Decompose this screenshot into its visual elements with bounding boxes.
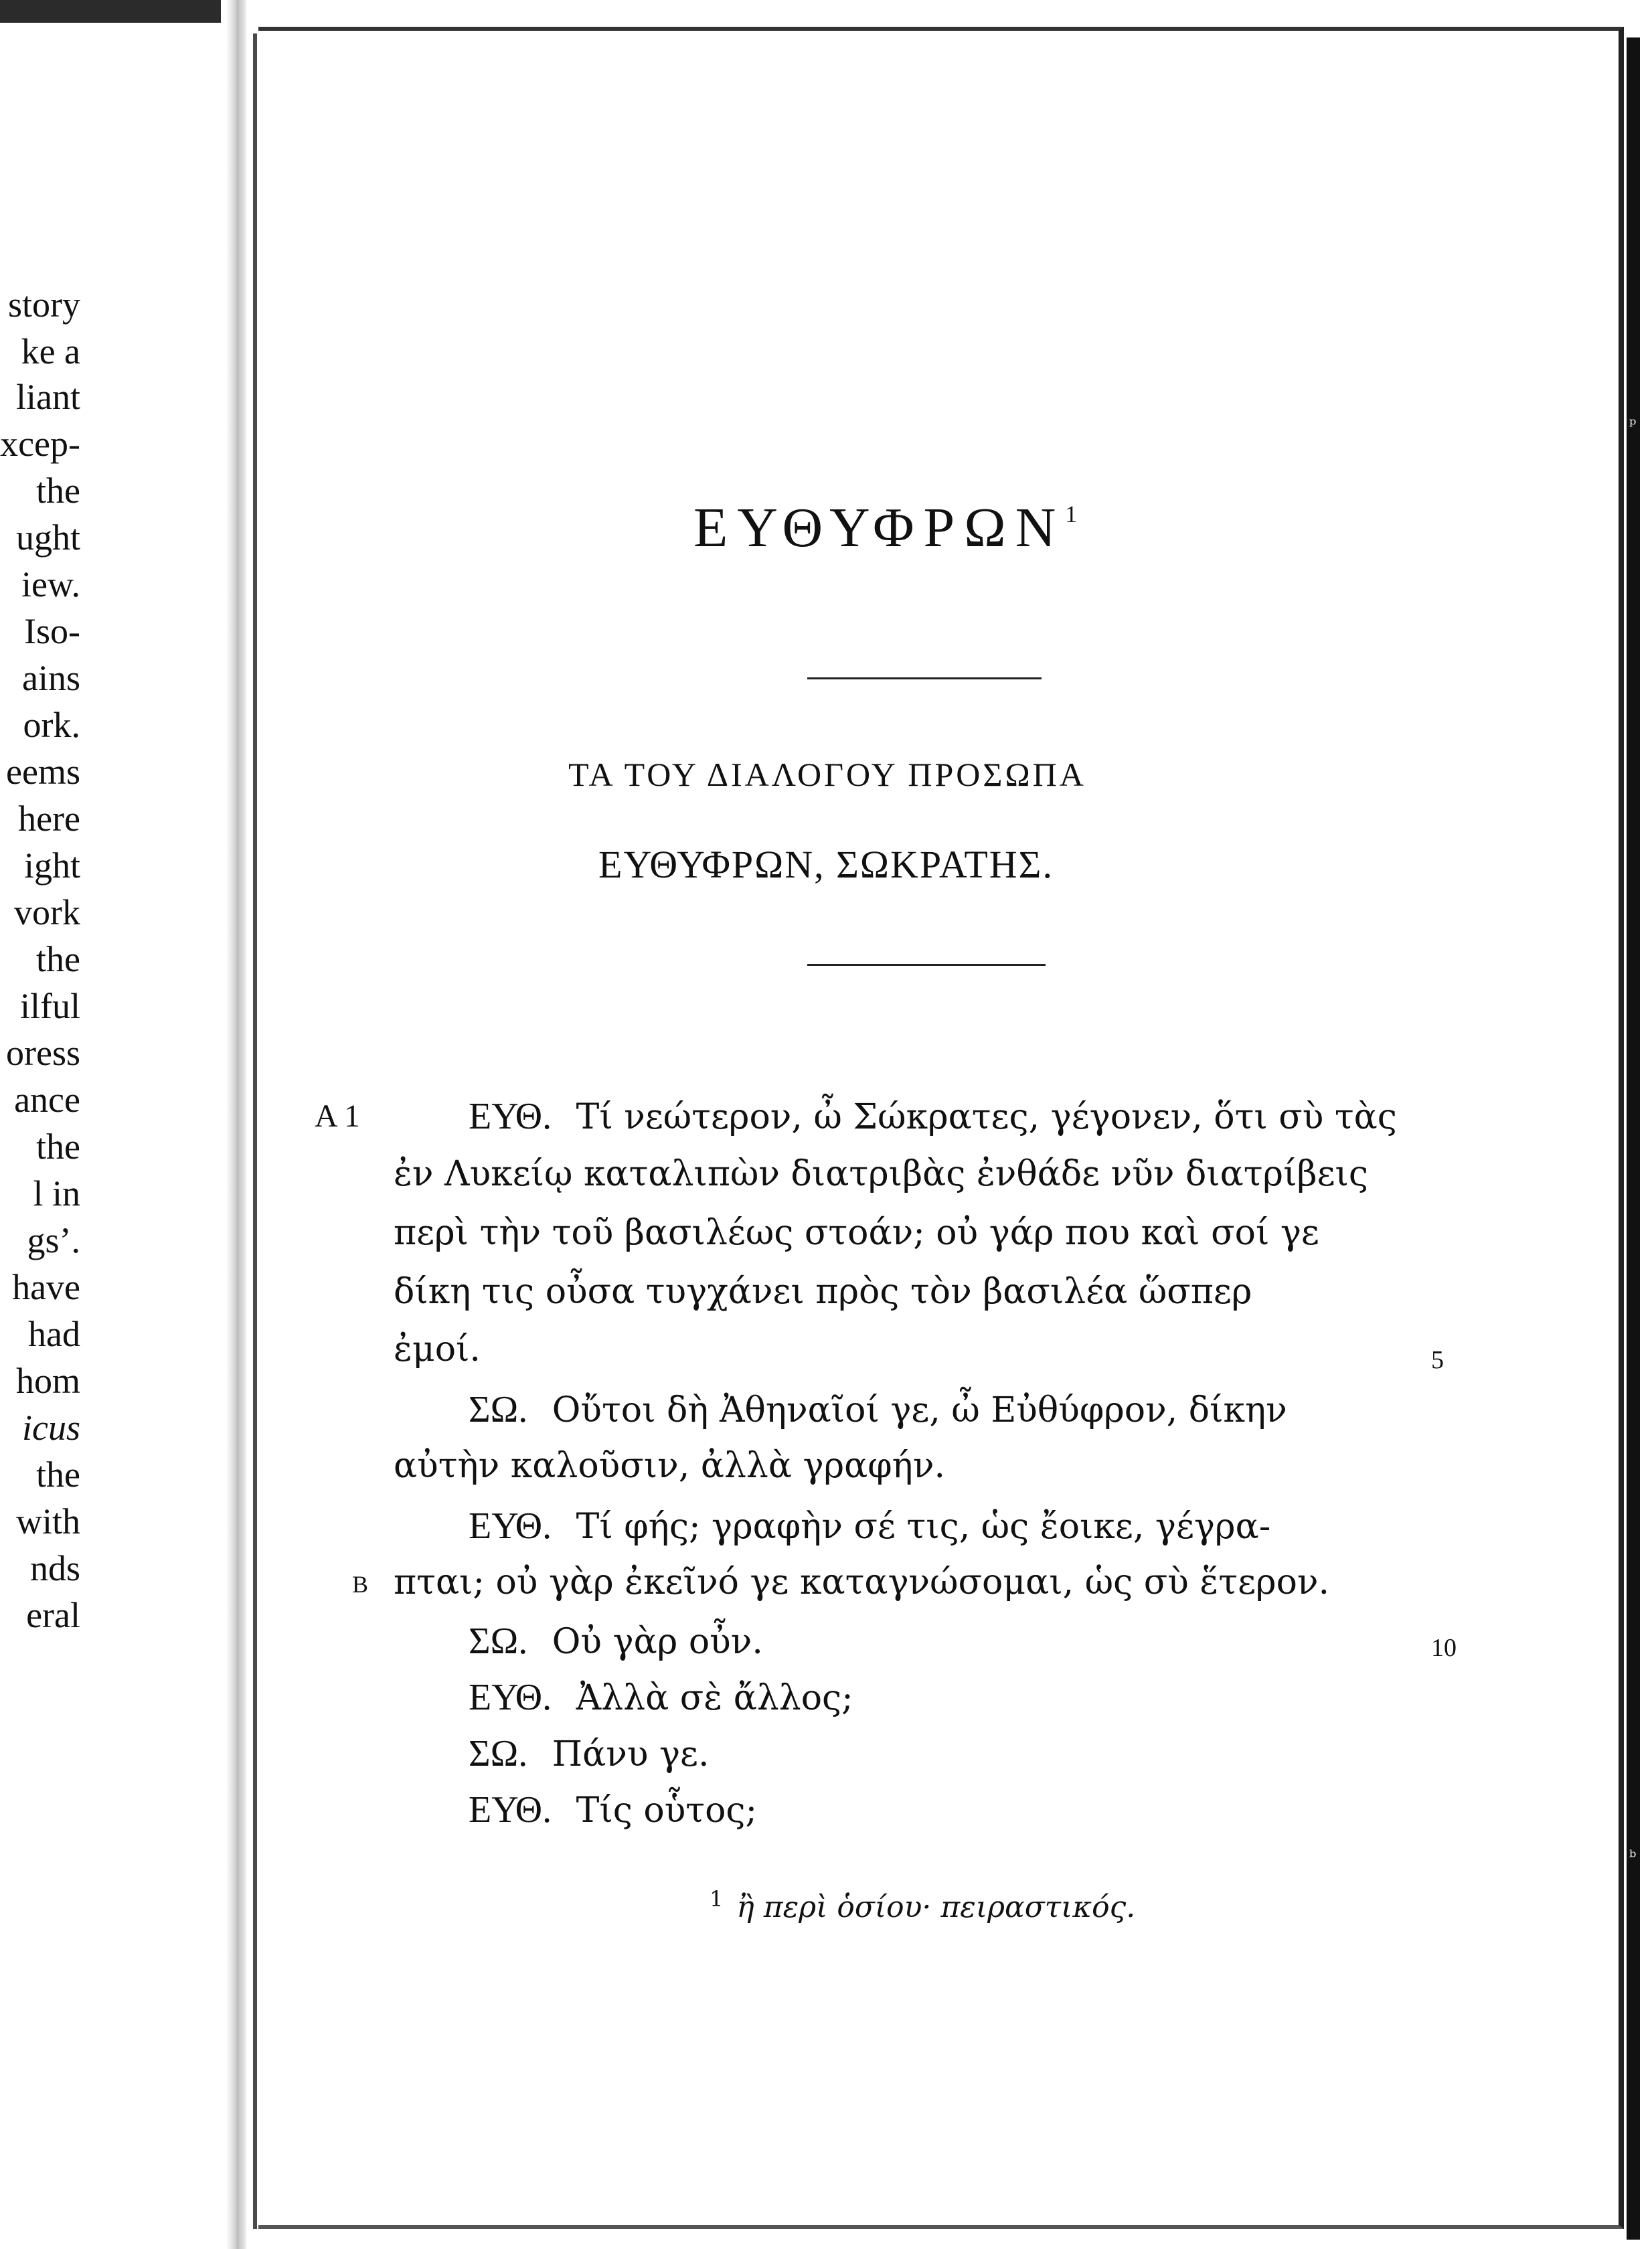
- left-fragment: the: [36, 1127, 80, 1167]
- text-line: [469, 1679, 853, 1716]
- line-text: Οὔτοι δὴ Ἀθηναῖοί γε, ὦ Εὐθύφρον, δίκην: [552, 1390, 1287, 1430]
- left-fragment: ught: [15, 517, 80, 558]
- text-line: [394, 1446, 945, 1486]
- text-line: [469, 1791, 757, 1829]
- text-line: [394, 1562, 1330, 1602]
- scan-right-edge: [1627, 37, 1640, 2240]
- speaker-label: ΕΥΘ.: [469, 1505, 552, 1547]
- left-fragment: l in: [33, 1173, 80, 1214]
- left-fragment: hom: [15, 1361, 80, 1401]
- left-fragment: icus: [22, 1408, 80, 1448]
- book-gutter: [226, 0, 246, 2249]
- text-line: [469, 1622, 763, 1660]
- left-fragment: ains: [22, 658, 80, 698]
- edge-mark: ᵇ: [1629, 1847, 1637, 1867]
- gutter-shadow-line: [253, 33, 257, 2229]
- left-fragment: eral: [26, 1595, 80, 1635]
- left-fragment: ilful: [20, 986, 80, 1026]
- title-rule: [807, 677, 1042, 679]
- line-number-10: 10: [1431, 1634, 1457, 1662]
- left-fragment: gs’.: [27, 1220, 80, 1260]
- left-fragment: liant: [16, 377, 80, 417]
- line-text: Πάνυ γε.: [552, 1734, 710, 1774]
- line-text: Οὐ γὰρ οὖν.: [552, 1622, 763, 1662]
- speaker-label: ΕΥΘ.: [469, 1677, 552, 1718]
- line-text: αὐτὴν καλοῦσιν, ἀλλὰ γραφήν.: [394, 1446, 945, 1486]
- line-text: Ἀλλὰ σὲ ἄλλος;: [576, 1678, 853, 1718]
- speaker-label: ΣΩ.: [469, 1620, 528, 1662]
- left-fragment: oress: [6, 1033, 80, 1073]
- left-fragment: iew.: [21, 564, 80, 604]
- line-text: περὶ τὴν τοῦ βασιλέως στοάν; οὐ γάρ που καὶ σοί γε: [394, 1213, 1319, 1253]
- edge-mark: ᵖ: [1629, 415, 1637, 435]
- characters-list: ΕΥΘΥΦΡΩΝ, ΣΩΚΡΑΤΗΣ.: [598, 843, 1054, 886]
- text-line: [394, 1213, 1319, 1253]
- scan-top-edge: [0, 0, 221, 23]
- left-fragment: the: [36, 471, 80, 511]
- text-line: [394, 1272, 1252, 1312]
- left-fragment: the: [36, 939, 80, 979]
- line-text: ἐν Λυκείῳ καταλιπὼν διατριβὰς ἐνθάδε νῦν διατρίβεις: [394, 1154, 1369, 1194]
- left-fragment: xcep-: [0, 424, 80, 464]
- page-title: [693, 495, 1162, 560]
- title-footnote-mark: 1: [1065, 501, 1078, 527]
- footnote-text: ἢ περὶ ὁσίου· πειραστικός.: [736, 1890, 1136, 1924]
- text-line: [469, 1735, 710, 1772]
- line-text: Τί νεώτερον, ὦ Σώκρατες, γέγονεν, ὅτι σὺ τὰς: [576, 1097, 1397, 1137]
- footnote: [710, 1886, 1135, 1924]
- line-text: δίκη τις οὖσα τυγχάνει πρὸς τὸν βασιλέα ὥσπερ: [394, 1272, 1252, 1312]
- speaker-label: ΣΩ.: [469, 1733, 528, 1774]
- line-text: Τί φής; γραφὴν σέ τις, ὡς ἔοικε, γέγρα-: [576, 1507, 1271, 1547]
- text-line: [394, 1329, 481, 1369]
- left-fragment: ke a: [21, 331, 80, 371]
- text-line: [394, 1154, 1369, 1194]
- left-fragment: had: [28, 1314, 80, 1354]
- line-text: ἐμοί.: [394, 1329, 481, 1369]
- footnote-mark: 1: [710, 1886, 724, 1912]
- section-marker-b: B: [352, 1571, 369, 1598]
- text-line: [469, 1098, 1397, 1135]
- speaker-label: ΕΥΘ.: [469, 1096, 552, 1137]
- speaker-label: ΕΥΘ.: [469, 1789, 552, 1831]
- left-fragment: have: [12, 1267, 80, 1307]
- text-line: [469, 1507, 1270, 1545]
- left-fragment: with: [15, 1501, 80, 1542]
- title-text: ΕΥΘΥΦΡΩΝ: [693, 497, 1066, 559]
- left-fragment: story: [8, 284, 80, 325]
- left-fragment: Iso-: [24, 611, 80, 651]
- left-fragment: vork: [14, 892, 80, 932]
- characters-rule: [807, 964, 1046, 966]
- line-text: Τίς οὗτος;: [576, 1790, 758, 1831]
- text-line: [469, 1391, 1287, 1428]
- left-fragment: ight: [23, 845, 80, 886]
- left-fragment: here: [18, 799, 80, 839]
- left-fragment: ork.: [23, 705, 80, 745]
- section-marker-a: A 1: [315, 1098, 361, 1134]
- left-fragment: ance: [14, 1080, 80, 1120]
- left-fragment: eems: [6, 752, 80, 792]
- speaker-label: ΣΩ.: [469, 1389, 528, 1430]
- line-text: πται; οὐ γὰρ ἐκεῖνό γε καταγνώσομαι, ὡς σὺ ἕτερον.: [394, 1562, 1330, 1602]
- dramatis-heading: ΤΑ ΤΟΥ ΔΙΑΛΟΓΟΥ ΠΡΟΣΩΠΑ: [568, 756, 1086, 793]
- left-fragment: nds: [29, 1548, 80, 1588]
- left-fragment: the: [36, 1454, 80, 1495]
- line-number-5: 5: [1431, 1346, 1444, 1374]
